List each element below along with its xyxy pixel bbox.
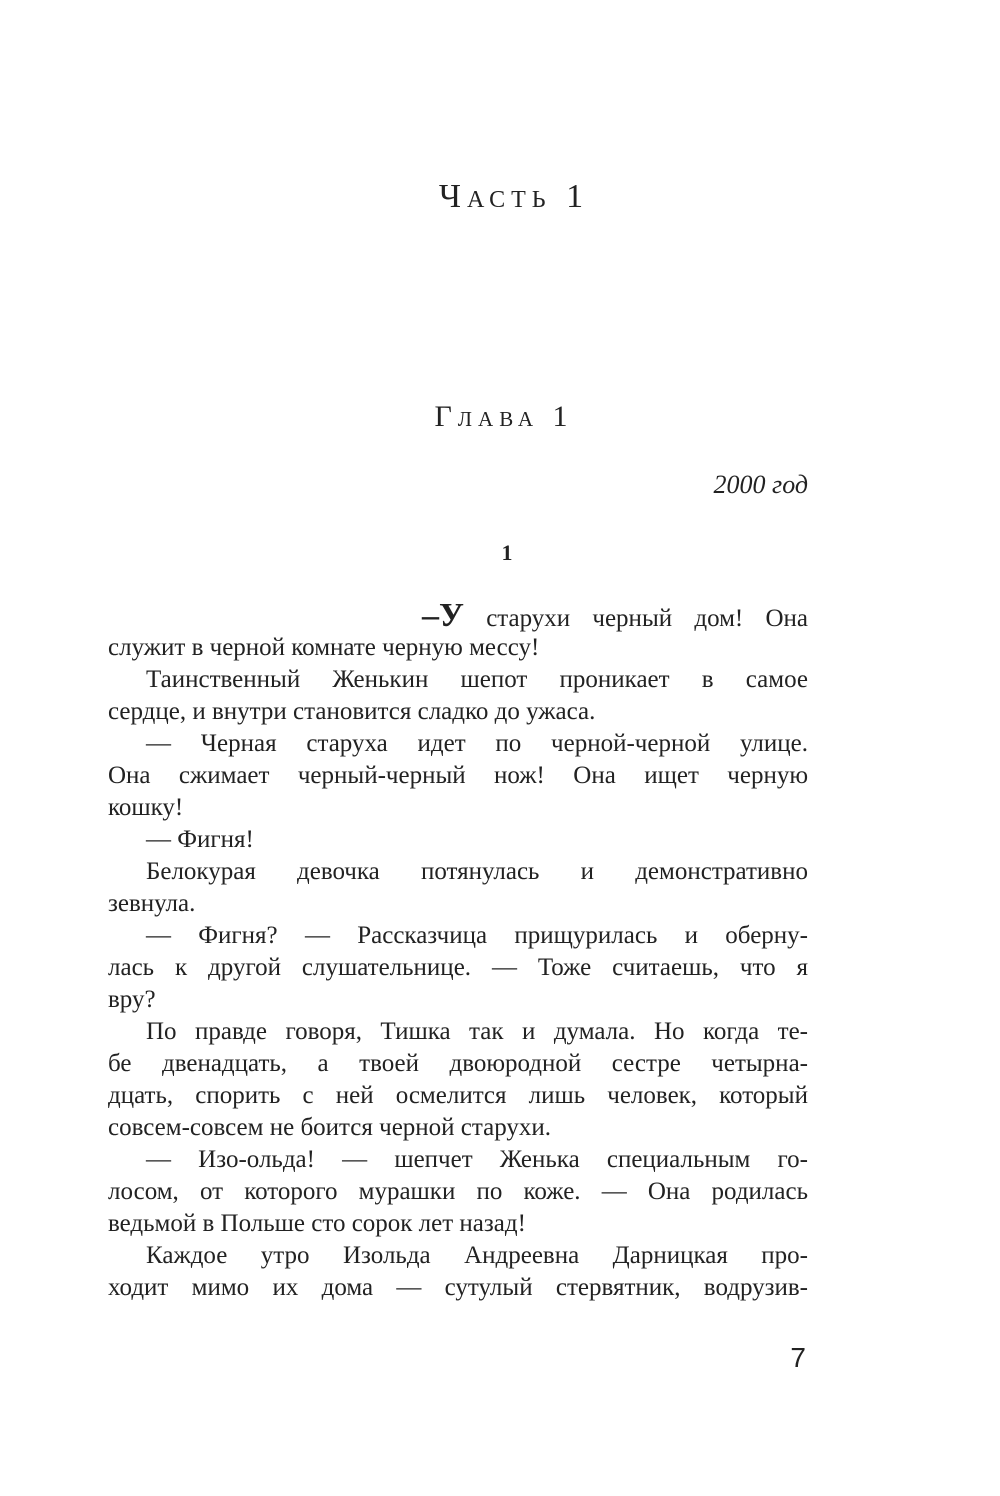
chapter-date: 2000 год <box>713 470 808 499</box>
text-line: вру? <box>108 986 156 1013</box>
text-line: По правде говоря, Тишка так и думала. Но когда те- <box>146 1018 808 1045</box>
text-line: сердце, и внутри становится сладко до ужаса. <box>108 698 596 725</box>
text-line: Белокурая девочка потянулась и демонстративно <box>146 858 808 885</box>
page-number: 7 <box>790 1342 806 1373</box>
text-line: дцать, спорить с ней осмелится лишь человек, который <box>108 1082 808 1109</box>
text-line-content: старухи черный дом! Она <box>486 605 808 632</box>
section-number: 1 <box>501 540 513 565</box>
dropcap: –У <box>422 597 464 634</box>
text-line: кошку! <box>108 794 184 821</box>
text-line: Каждое утро Изольда Андреевна Дарницкая про- <box>146 1242 808 1269</box>
text-line: Она сжимает черный-черный нож! Она ищет черную <box>108 762 808 789</box>
text-line: бе двенадцать, а твоей двоюродной сестре четырна- <box>108 1050 808 1077</box>
part-title: Часть 1 <box>438 178 590 215</box>
text-line: служит в черной комнате черную мессу! <box>108 634 540 661</box>
chapter-title: Глава 1 <box>434 400 574 433</box>
text-line: ходит мимо их дома — сутулый стервятник, водрузив- <box>108 1274 808 1301</box>
text-line: лосом, от которого мурашки по коже. — Она родилась <box>108 1178 808 1205</box>
text-line <box>108 597 808 634</box>
text-line: ведьмой в Польше сто сорок лет назад! <box>108 1210 526 1237</box>
text-line: лась к другой слушательнице. — Тоже считаешь, что я <box>108 954 808 981</box>
text-line: — Фигня? — Рассказчица прищурилась и оберну- <box>146 922 808 949</box>
body-text <box>108 597 808 1304</box>
text-line: — Изо-ольда! — шепчет Женька специальным го- <box>146 1146 808 1173</box>
text-line: — Черная старуха идет по черной-черной улице. <box>146 730 808 757</box>
text-line: Таинственный Женькин шепот проникает в самое <box>146 666 808 693</box>
text-line: — Фигня! <box>146 826 254 853</box>
text-line: зевнула. <box>108 890 196 917</box>
text-line: совсем-совсем не боится черной старухи. <box>108 1114 552 1141</box>
